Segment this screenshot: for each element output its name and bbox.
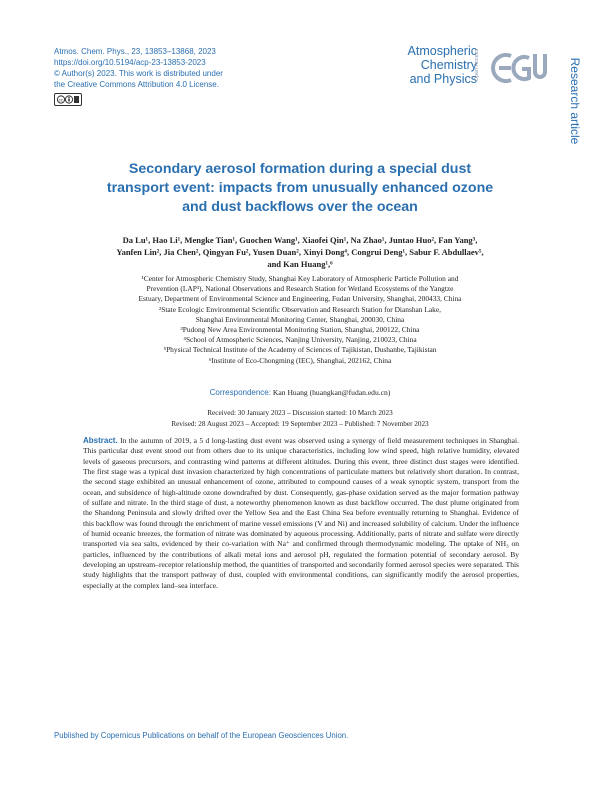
open-access-text: Open Access [474, 48, 481, 82]
title-line: Secondary aerosol formation during a special dust [128, 161, 472, 177]
author-line: Yanfen Lin², Jia Chen², Qingyan Fu², Yusen Duan², Xinyi Dong⁴, Congrui Deng¹, Sabur F. Abdullaev⁵, [116, 247, 484, 257]
affiliation-line: ⁶Institute of Eco-Chongming (IEC), Shanghai, 202162, China [208, 355, 392, 365]
abstract [83, 436, 519, 591]
author-list [82, 234, 518, 270]
correspondence [90, 388, 510, 397]
article-title [84, 160, 516, 217]
affiliation-line: ²State Ecologic Environmental Scientific Observation and Research Station for Dianshan Lake, [159, 304, 441, 314]
citation: Atmos. Chem. Phys., 23, 13853–13868, 2023 [54, 47, 216, 56]
article-header [54, 46, 223, 90]
author-line: Da Lu¹, Hao Li¹, Mengke Tian¹, Guochen Wang¹, Xiaofei Qin¹, Na Zhao¹, Juntao Huo², Fan Yang³, [122, 235, 478, 245]
affiliation-line: ⁵Physical Technical Institute of the Academy of Sciences of Tajikistan, Dushanbe, Tajikistan [163, 345, 437, 355]
article-type-label [563, 44, 581, 164]
affiliation-line: ³Pudong New Area Environmental Monitoring Station, Shanghai, 200122, China [180, 325, 420, 335]
affiliation-line: ⁴School of Atmospheric Sciences, Nanjing University, Nanjing, 210023, China [183, 335, 417, 345]
copyright-notice: © Author(s) 2023. This work is distributed under [54, 69, 223, 78]
journal-name-line3: and Physics [409, 72, 477, 86]
cc-by-icon[interactable] [54, 93, 82, 106]
dates-line: Revised: 28 August 2023 – Accepted: 19 September 2023 – Published: 7 November 2023 [171, 419, 429, 428]
affiliation-line: Prevention (LAP³), National Observations and Research Station for Wetland Ecosystems of the Yangtze [146, 284, 454, 294]
article-type-text: Research article [568, 57, 582, 145]
affiliations [74, 274, 526, 366]
affiliation-line: Shanghai Environmental Monitoring Center, Shanghai, 200030, China [195, 314, 405, 324]
dates-line: Received: 30 January 2023 – Discussion started: 10 March 2023 [207, 409, 393, 417]
doi-link[interactable]: https://doi.org/10.5194/acp-23-13853-2023 [54, 58, 206, 67]
svg-text:cc: cc [58, 97, 64, 103]
correspondence-email[interactable]: Kan Huang (huangkan@fudan.edu.cn) [272, 388, 391, 397]
affiliation-line: ¹Center for Atmospheric Chemistry Study, Shanghai Key Laboratory of Atmospheric Particle Pollution and [141, 274, 459, 283]
publication-dates [90, 408, 510, 429]
affiliation-line: Estuary, Department of Environmental Science and Engineering, Fudan University, Shanghai, 200433, China [138, 294, 462, 304]
open-access-label [474, 44, 489, 90]
author-line: and Kan Huang¹,⁶ [267, 259, 333, 269]
publisher-footer: Published by Copernicus Publications on behalf of the European Geosciences Union. [54, 731, 349, 740]
journal-name-line2: Chemistry [420, 58, 477, 72]
journal-name-line1: Atmospheric [407, 44, 477, 58]
title-line: and dust backflows over the ocean [182, 199, 418, 215]
journal-logo-text[interactable] [397, 44, 477, 86]
correspondence-label: Correspondence: [209, 388, 271, 397]
license-link[interactable]: the Creative Commons Attribution 4.0 License. [54, 80, 219, 89]
egu-logo-icon[interactable] [491, 48, 547, 93]
title-line: transport event: impacts from unusually enhanced ozone [106, 180, 494, 196]
abstract-label: Abstract. [83, 436, 118, 445]
abstract-text: In the autumn of 2019, a 5 d long-lasting dust event was observed using a synergy of field measurement techniques in Shanghai. This particular dust event stood out from others due to its unique characteristics, including low wind speed, high relative humidity, elevated levels of gaseous precursors, and contrasting wind patterns at different altitudes. During this event, three distinct dust stages were identified. The first stage was a typical dust invasion characterized by high concentrations of particulate matters but relatively short duration. In contrast, the second stage exhibited an unusual enhancement of ozone, attributed to compound causes of a weak synoptic system, transport from the ocean, and subsidence of high-altitude ozone downdrafted by dust. Consequently, gas-phase oxidation served as the major formation pathway of sulfate and nitrate. In the third stage of dust, a noteworthy phenomenon known as dust backflow occurred. The dust plume originated from the Shandong Peninsula and slowly drifted over the Yellow Sea and the East China Sea before eventually returning to Shanghai. Evidence of this backflow was found through the enrichment of marine vessel emissions (V and Ni) and increased solubility of calcium. Under the influence of humid oceanic breezes, the formation of nitrate was dominated by aqueous processing. Additionally, parts of nitrate and sulfate were directly transported via sea salts, evidenced by their co-variation with Na⁺ and confirmed through thermodynamic modeling. The uptake of NH₃ on particles, influenced by the contributions of alkali metal ions and aerosol pH, regulated the formation potential of secondary aerosol. By developing an upstream–receptor relationship method, the quantities of transported and secondarily formed aerosol species were separated. This study highlights that the transport pathway of dust, coupled with environmental conditions, can significantly modify the aerosol properties, especially at the complex land–sea interface. [83, 436, 519, 590]
